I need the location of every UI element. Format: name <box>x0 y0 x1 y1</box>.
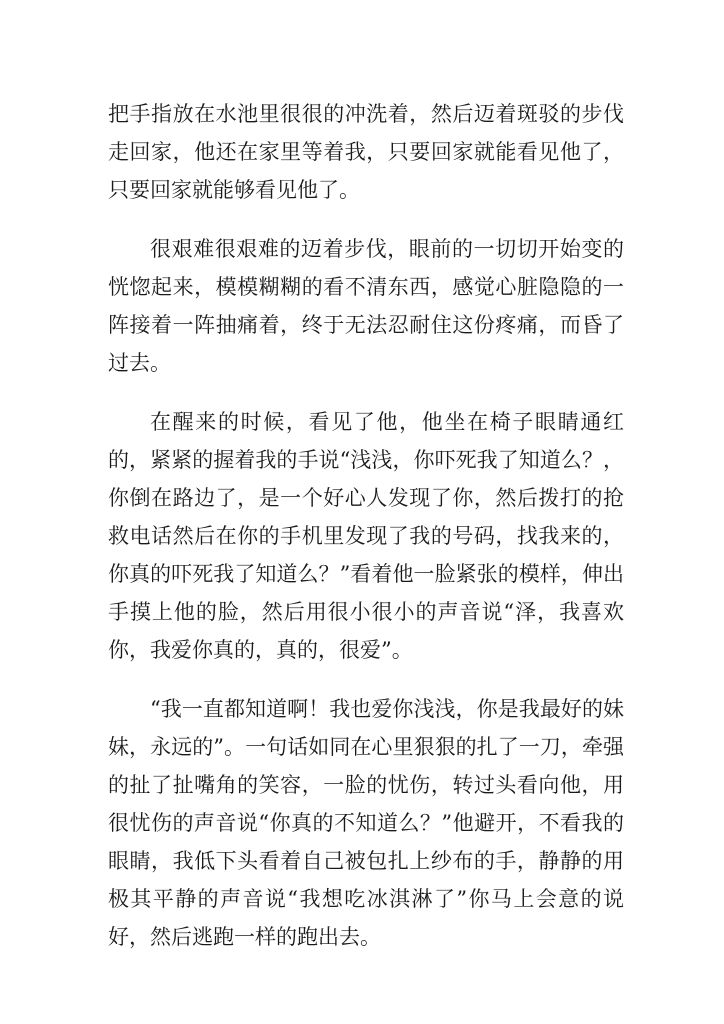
paragraph-1: 把手指放在水池里很很的冲洗着，然后迈着斑驳的步伐走回家，他还在家里等着我，只要回家就能看见他了，只要回家就能够看见他了。 <box>108 102 624 202</box>
paragraph-2: 很艰难很艰难的迈着步伐，眼前的一切切开始变的恍惚起来，模模糊糊的看不清东西，感觉心脏隐隐的一阵接着一阵抽痛着，终于无法忍耐住这份疼痛，而昏了过去。 <box>108 237 624 375</box>
document-page <box>108 95 624 977</box>
paragraph-4: “我一直都知道啊！我也爱你浅浅，你是我最好的妹妹，永远的”。一句话如同在心里狠狠的扎了一刀，牵强的扯了扯嘴角的笑容，一脸的忧伤，转过头看向他，用很忧伤的声音说“你真的不知道么？”他避开，不看我的眼睛，我低下头看着自己被包扎上纱布的手，静静的用极其平静的声音说“我想吃冰淇淋了”你马上会意的说好，然后逃跑一样的跑出去。 <box>108 697 624 949</box>
paragraph-3: 在醒来的时候，看见了他，他坐在椅子眼睛通红的，紧紧的握着我的手说“浅浅，你吓死我了知道么？，你倒在路边了，是一个好心人发现了你，然后拨打的抢救电话然后在你的手机里发现了我的号码，找我来的，你真的吓死我了知道么？”看着他一脸紧张的模样，伸出手摸上他的脸，然后用很小很小的声音说“泽，我喜欢你，我爱你真的，真的，很爱”。 <box>108 410 624 662</box>
